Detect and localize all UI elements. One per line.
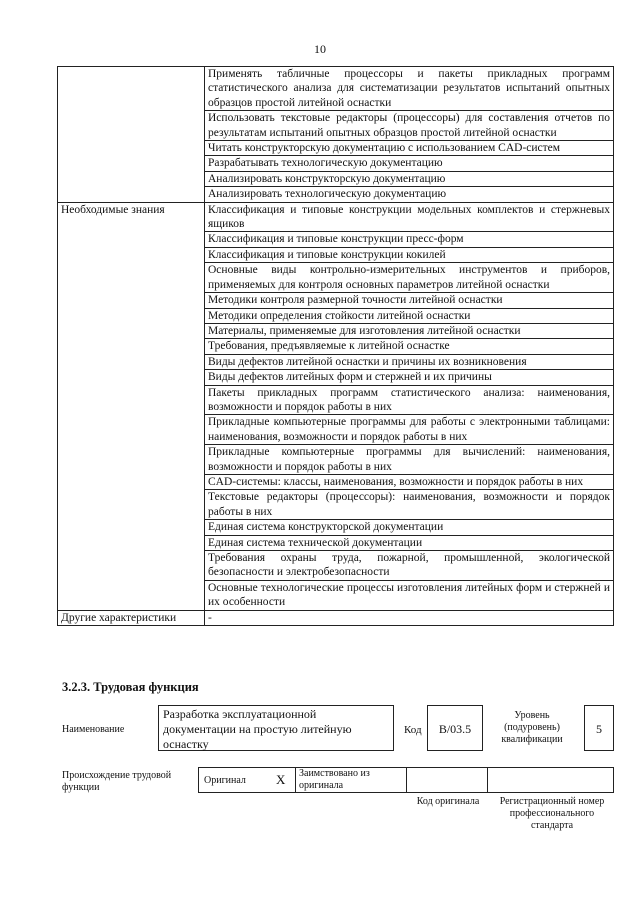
row-text: CAD-системы: классы, наименования, возможности и порядок работы в них	[205, 474, 614, 489]
row-text: Требования, предъявляемые к литейной оснастке	[205, 339, 614, 354]
row-text: Классификация и типовые конструкции кокилей	[205, 247, 614, 262]
row-text: Виды дефектов литейной оснастки и причины их возникновения	[205, 354, 614, 369]
row-text: Основные виды контрольно-измерительных инструментов и приборов, применяемых для контроля основных параметров литейной оснастки	[205, 263, 614, 293]
row-text: Анализировать конструкторскую документацию	[205, 171, 614, 186]
function-code-value: В/03.5	[438, 722, 472, 736]
level-label: Уровень (подуровень) квалификации	[501, 710, 563, 745]
table-row	[58, 202, 614, 232]
row-text: Требования охраны труда, пожарной, промышленной, экологической безопасности и электробезопасности	[205, 551, 614, 581]
row-text: Применять табличные процессоры и пакеты прикладных программ статистического анализа для систематизации результатов испытаний опытных образцов простой литейной оснастки	[205, 67, 614, 111]
row-text: Прикладные компьютерные программы для вычислений: наименования, возможности и порядок работы в них	[205, 445, 614, 475]
origin-divider-2	[406, 767, 407, 793]
row-text: Пакеты прикладных программ статистического анализа: наименования, возможности и порядок работы в них	[205, 385, 614, 415]
row-label: Необходимые знания	[58, 202, 205, 610]
origin-divider-1	[295, 767, 296, 793]
function-code-label: Код	[404, 724, 422, 736]
table-row	[58, 67, 614, 111]
row-text: Разрабатывать технологическую документацию	[205, 156, 614, 171]
row-text: Материалы, применяемые для изготовления литейной оснастки	[205, 323, 614, 338]
row-text: Читать конструкторскую документацию с использованием CAD-систем	[205, 141, 614, 156]
competency-table	[57, 66, 614, 626]
page-number: 10	[314, 42, 326, 56]
origin-label: Происхождение трудовой функции	[62, 770, 172, 793]
row-label	[58, 67, 205, 203]
code-caption: Код оригинала	[416, 796, 480, 807]
row-text: Виды дефектов литейных форм и стержней и их причины	[205, 370, 614, 385]
row-text: Классификация и типовые конструкции модельных комплектов и стержневых ящиков	[205, 202, 614, 232]
reg-caption: Регистрационный номер профессионального стандарта	[499, 796, 605, 831]
original-label: Оригинал	[204, 775, 246, 786]
borrowed-label: Заимствовано из оригинала	[299, 768, 370, 791]
row-text: Единая система технической документации	[205, 535, 614, 550]
row-text: Анализировать технологическую документацию	[205, 187, 614, 202]
section-title: 3.2.3. Трудовая функция	[62, 680, 199, 694]
row-text: Методики контроля размерной точности литейной оснастки	[205, 293, 614, 308]
table-row	[58, 610, 614, 625]
row-text: Использовать текстовые редакторы (процессоры) для составления отчетов по результатам испытаний опытных образцов простой литейной оснастки	[205, 111, 614, 141]
function-name-label: Наименование	[62, 724, 125, 735]
row-text: Основные технологические процессы изготовления литейных форм и стержней и их особенности	[205, 580, 614, 610]
function-name-value: Разработка эксплуатационной документации на простую литейную оснастку	[163, 707, 352, 751]
row-text: Единая система конструкторской документации	[205, 520, 614, 535]
row-text: Текстовые редакторы (процессоры): наименования, возможности и порядок работы в них	[205, 490, 614, 520]
row-text: -	[205, 610, 614, 625]
row-text: Классификация и типовые конструкции пресс-форм	[205, 232, 614, 247]
row-text: Прикладные компьютерные программы для работы с электронными таблицами: наименования, возможности и порядок работы в них	[205, 415, 614, 445]
level-value: 5	[596, 722, 602, 736]
row-text: Методики определения стойкости литейной оснастки	[205, 308, 614, 323]
row-label: Другие характеристики	[58, 610, 205, 625]
origin-divider-3	[487, 767, 488, 793]
original-mark: X	[276, 772, 286, 787]
